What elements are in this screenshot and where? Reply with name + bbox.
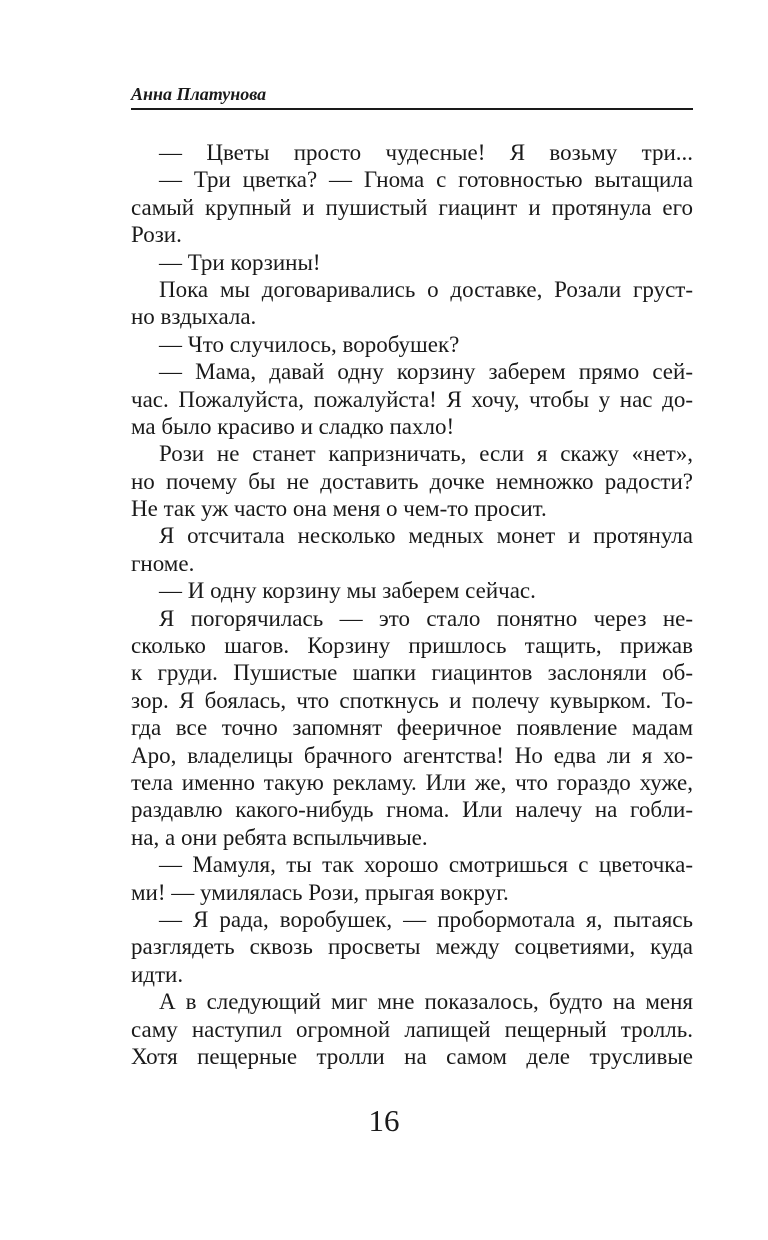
text-line: — Что случилось, воробушек? [159, 331, 460, 357]
text-line: — Три цветка? — Гнома с готовностью вытащила [159, 167, 693, 193]
text-line: — Мамуля, ты так хорошо смотришься с цветочка- [159, 852, 693, 878]
text-line: Аро, владелицы брачного агентства! Но едва ли я хо- [131, 742, 693, 768]
text-line: гноме. [131, 550, 195, 576]
header-author: Анна Платунова [131, 84, 267, 104]
text-line: — Я рада, воробушек, — пробормотала я, пытаясь [159, 906, 693, 932]
text-line: саму наступил огромной лапищей пещерный тролль. [131, 1016, 693, 1042]
text-line: зор. Я боялась, что споткнусь и полечу кувырком. То- [131, 687, 693, 713]
text-line: но вздыхала. [131, 304, 257, 330]
text-line: к груди. Пушистые шапки гиацинтов заслоняли об- [131, 660, 693, 686]
text-line: час. Пожалуйста, пожалуйста! Я хочу, чтобы у нас до- [131, 386, 693, 412]
text-line: — Мама, давай одну корзину заберем прямо сей- [159, 359, 693, 385]
text-line: самый крупный и пушистый гиацинт и протянула его [131, 194, 693, 220]
text-line: — И одну корзину мы заберем сейчас. [159, 578, 536, 604]
text-line: раздавлю какого-нибудь гнома. Или налечу на гобли- [131, 797, 693, 823]
text-line: на, а они ребята вспыльчивые. [131, 824, 428, 850]
running-header [131, 84, 693, 110]
text-line: тела именно такую рекламу. Или же, что гораздо хуже, [131, 769, 693, 795]
text-line: — Три корзины! [159, 249, 321, 275]
text-line: ма было красиво и сладко пахло! [131, 413, 455, 439]
text-line: Пока мы договаривались о доставке, Розали груст- [159, 276, 693, 302]
text-line: Я погорячилась — это стало понятно через не- [159, 605, 693, 631]
text-line: Не так уж часто она меня о чем-то просит. [131, 496, 547, 522]
text-line: ми! — умилялась Рози, прыгая вокруг. [131, 879, 509, 905]
text-line: идти. [131, 961, 184, 987]
text-line: Хотя пещерные тролли на самом деле трусливые [131, 1043, 693, 1069]
text-line: А в следующий миг мне показалось, будто на меня [159, 989, 693, 1015]
text-line: — Цветы просто чудесные! Я возьму три... [159, 140, 693, 165]
text-line: Рози не станет капризничать, если я скажу «нет», [159, 441, 693, 467]
text-line: гда все точно запомнят фееричное появление мадам [131, 715, 693, 741]
text-line: Я отсчитала несколько медных монет и протянула [159, 523, 693, 549]
text-line: Рози. [131, 222, 182, 248]
text-line: но почему бы не доставить дочке немножко радости? [131, 468, 693, 494]
text-line: сколько шагов. Корзину пришлось тащить, прижав [131, 633, 693, 659]
text-line: разглядеть сквозь просветы между соцветиями, куда [131, 934, 693, 960]
page-body-text [131, 139, 693, 1070]
page-number: 16 [368, 1103, 400, 1138]
